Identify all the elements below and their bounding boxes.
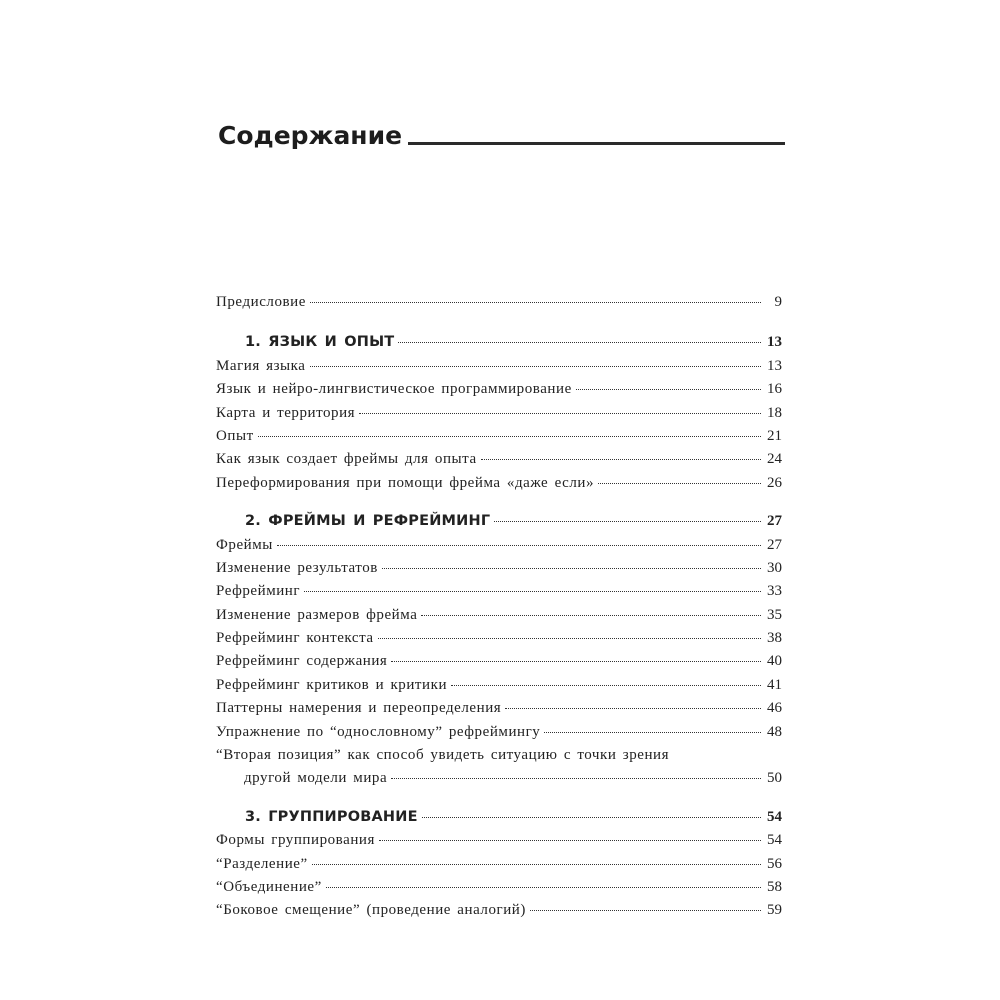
toc-section-page: 27 [767, 513, 782, 530]
toc-entry-label: “Объединение” [216, 878, 322, 895]
toc-entry[interactable] [216, 829, 782, 852]
toc-entry[interactable] [216, 355, 782, 378]
heading-rule [408, 142, 785, 145]
toc-entry-page: 50 [767, 770, 782, 787]
dot-leader [481, 459, 761, 460]
toc-entry[interactable] [216, 853, 782, 876]
toc-entry-page: 56 [767, 855, 782, 872]
toc-entry[interactable] [216, 580, 782, 603]
toc-section-title: 1. ЯЗЫК И ОПЫТ [245, 334, 395, 351]
toc-entry-multiline[interactable] [216, 744, 782, 767]
toc-section-2[interactable] [216, 510, 782, 533]
dot-leader [359, 413, 761, 414]
toc-entry-label: Изменение результатов [216, 559, 378, 576]
toc-entry[interactable] [216, 650, 782, 673]
dot-leader [391, 661, 761, 662]
toc-entry-continuation[interactable] [216, 767, 782, 790]
dot-leader [398, 342, 761, 343]
dot-leader [576, 389, 761, 390]
dot-leader [494, 521, 761, 522]
toc-entry-label: Паттерны намерения и переопределения [216, 700, 502, 717]
toc-entry-label: Фреймы [216, 536, 273, 553]
toc-entry-page: 38 [767, 630, 782, 647]
toc-entry-page: 24 [767, 451, 782, 468]
toc-section-3[interactable] [216, 806, 782, 829]
dot-leader [312, 864, 761, 865]
toc-entry-label: Изменение размеров фрейма [216, 606, 418, 623]
toc-entry-label: Формы группирования [216, 832, 375, 849]
toc-entry-label: “Разделение” [216, 855, 308, 872]
toc-section-1[interactable] [216, 331, 782, 354]
dot-leader [310, 366, 762, 367]
toc-entry-page: 26 [767, 474, 782, 491]
dot-leader [379, 840, 761, 841]
toc-entry[interactable] [216, 425, 782, 448]
toc-entry-page: 54 [767, 832, 782, 849]
toc-entry-page: 40 [767, 653, 782, 670]
dot-leader [598, 483, 761, 484]
toc-entry-page: 27 [767, 536, 782, 553]
toc-entry-page: 16 [767, 381, 782, 398]
toc-entry[interactable] [216, 604, 782, 627]
toc-entry[interactable] [216, 697, 782, 720]
toc-entry[interactable] [216, 876, 782, 899]
toc-entry-page: 9 [774, 294, 782, 310]
toc-entry-label: Как язык создает фреймы для опыта [216, 451, 477, 468]
toc-entry-label: Переформирования при помощи фрейма «даже если» [216, 474, 595, 491]
dot-leader [326, 887, 761, 888]
toc-entry[interactable] [216, 721, 782, 744]
dot-leader [304, 591, 761, 592]
toc-entry-label: Рефрейминг критиков и критики [216, 676, 448, 693]
toc-entry[interactable] [216, 402, 782, 425]
toc-entry-page: 13 [767, 357, 782, 374]
toc-entry-label: Магия языка [216, 357, 306, 374]
toc-entry-page: 41 [767, 676, 782, 693]
toc-entry-label: Язык и нейро-лингвистическое программирование [216, 381, 572, 398]
toc-section-title: 3. ГРУППИРОВАНИЕ [245, 808, 418, 825]
toc-entry-label: Рефрейминг [216, 583, 301, 600]
dot-leader [530, 910, 761, 911]
dot-leader [422, 817, 761, 818]
toc-entry-label: Карта и территория [216, 404, 356, 421]
toc-entry-page: 48 [767, 723, 782, 740]
toc-entry-preface[interactable] [216, 291, 782, 314]
toc-entry-page: 33 [767, 583, 782, 600]
toc-entry-label: Предисловие [216, 294, 306, 310]
dot-leader [258, 436, 761, 437]
dot-leader [421, 615, 761, 616]
toc-entry[interactable] [216, 899, 782, 922]
toc-entry[interactable] [216, 448, 782, 471]
toc-entry-page: 58 [767, 878, 782, 895]
toc-entry-label: Рефрейминг контекста [216, 630, 374, 647]
dot-leader [451, 685, 761, 686]
toc-entry-page: 30 [767, 559, 782, 576]
toc-entry-label: Рефрейминг содержания [216, 653, 388, 670]
toc-entry-page: 35 [767, 606, 782, 623]
toc-entry-page: 46 [767, 700, 782, 717]
toc-entry[interactable] [216, 627, 782, 650]
dot-leader [544, 732, 761, 733]
toc-entry-label: “Вторая позиция” как способ увидеть ситуацию с точки зрения [216, 747, 670, 764]
dot-leader [277, 545, 761, 546]
toc-entry[interactable] [216, 534, 782, 557]
toc-entry-page: 59 [767, 902, 782, 919]
toc-section-page: 54 [767, 808, 782, 825]
toc-entry-label-continued: другой модели мира [244, 770, 388, 787]
toc-entry-label: Упражнение по “однословному” рефреймингу [216, 723, 541, 740]
toc-entry[interactable] [216, 378, 782, 401]
dot-leader [391, 778, 761, 779]
toc-entry[interactable] [216, 674, 782, 697]
toc-entry-page: 21 [767, 427, 782, 444]
dot-leader [382, 568, 761, 569]
toc-entry[interactable] [216, 557, 782, 580]
toc-entry[interactable] [216, 472, 782, 495]
dot-leader [505, 708, 761, 709]
toc-entry-page: 18 [767, 404, 782, 421]
table-of-contents [216, 291, 782, 923]
contents-heading [218, 110, 785, 150]
contents-title: Содержание [218, 121, 403, 150]
toc-section-page: 13 [767, 334, 782, 351]
dot-leader [310, 302, 761, 303]
dot-leader [378, 638, 761, 639]
toc-entry-label: “Боковое смещение” (проведение аналогий) [216, 902, 526, 919]
toc-entry-label: Опыт [216, 427, 254, 444]
toc-section-title: 2. ФРЕЙМЫ И РЕФРЕЙМИНГ [245, 513, 491, 530]
